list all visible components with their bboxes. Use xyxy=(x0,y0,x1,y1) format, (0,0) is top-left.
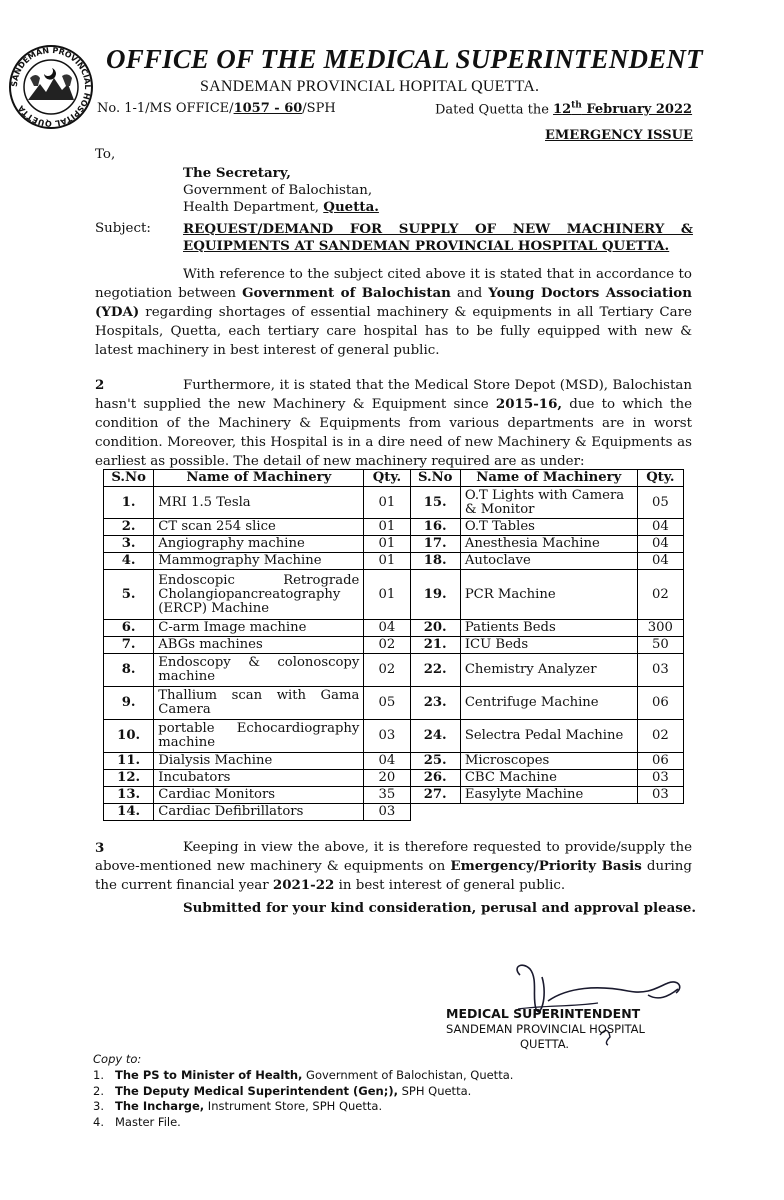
serial-number: 4. xyxy=(104,553,154,570)
machinery-name xyxy=(460,804,637,821)
header-qty: Qty. xyxy=(364,470,410,487)
paragraph-2-number: 2 xyxy=(95,377,105,393)
quantity: 04 xyxy=(364,620,410,637)
quantity: 04 xyxy=(637,553,683,570)
quantity: 01 xyxy=(364,553,410,570)
serial-number: 6. xyxy=(104,620,154,637)
reference-number: No. 1-1/MS OFFICE/1057 - 60/SPH xyxy=(97,101,336,116)
quantity: 03 xyxy=(637,770,683,787)
header-name: Name of Machinery xyxy=(154,470,364,487)
copy-to-label: Copy to: xyxy=(93,1052,142,1066)
quantity: 03 xyxy=(637,787,683,804)
serial-number: 16. xyxy=(410,519,460,536)
machinery-name: Anesthesia Machine xyxy=(460,536,637,553)
quantity: 06 xyxy=(637,753,683,770)
quantity: 20 xyxy=(364,770,410,787)
machinery-name: portable Echocardiography machine xyxy=(154,720,364,753)
quantity: 01 xyxy=(364,519,410,536)
table-row xyxy=(104,637,684,654)
serial-number: 21. xyxy=(410,637,460,654)
hospital-seal-logo xyxy=(8,44,94,130)
serial-number: 15. xyxy=(410,487,460,519)
paragraph-3-number: 3 xyxy=(95,840,105,856)
serial-number: 19. xyxy=(410,570,460,620)
table-row xyxy=(104,620,684,637)
copy-item: 4. Master File. xyxy=(93,1114,181,1129)
table-row xyxy=(104,519,684,536)
serial-number: 10. xyxy=(104,720,154,753)
header-sno: S.No xyxy=(104,470,154,487)
machinery-name: O.T Lights with Camera & Monitor xyxy=(460,487,637,519)
table-row xyxy=(104,720,684,753)
table-row xyxy=(104,536,684,553)
emergency-issue-label: EMERGENCY ISSUE xyxy=(545,128,693,143)
serial-number xyxy=(410,804,460,821)
subject-label: Subject: xyxy=(95,221,151,236)
machinery-name: PCR Machine xyxy=(460,570,637,620)
signatory-title: MEDICAL SUPERINTENDENT xyxy=(446,1006,641,1021)
quantity: 02 xyxy=(364,654,410,687)
recipient-address: The Secretary, Government of Balochistan, Health Department, Quetta. xyxy=(183,165,379,215)
quantity: 300 xyxy=(637,620,683,637)
signatory-hospital: SANDEMAN PROVINCIAL HOSPITAL xyxy=(446,1022,645,1036)
serial-number: 23. xyxy=(410,687,460,720)
quantity: 03 xyxy=(637,654,683,687)
paragraph-2: Furthermore, it is stated that the Medical Store Depot (MSD), Balochistan hasn't supplied the new Machinery & Equipment since 2015-16, due to which the condition of the Machinery & Equipments from various departments are in worst condition. Moreover, this Hospital is in a dire need of new Machinery & Equipments as earliest as possible. The detail of new machinery required are as under: xyxy=(95,378,692,469)
header-name: Name of Machinery xyxy=(460,470,637,487)
machinery-name: Centrifuge Machine xyxy=(460,687,637,720)
machinery-name: Microscopes xyxy=(460,753,637,770)
header-qty: Qty. xyxy=(637,470,683,487)
quantity: 06 xyxy=(637,687,683,720)
to-label: To, xyxy=(95,147,116,162)
quantity xyxy=(637,804,683,821)
serial-number: 5. xyxy=(104,570,154,620)
machinery-table xyxy=(103,469,684,821)
serial-number: 8. xyxy=(104,654,154,687)
serial-number: 24. xyxy=(410,720,460,753)
machinery-name: Chemistry Analyzer xyxy=(460,654,637,687)
quantity: 02 xyxy=(364,637,410,654)
machinery-name: Cardiac Defibrillators xyxy=(154,804,364,821)
table-row xyxy=(104,804,684,821)
machinery-name: Easylyte Machine xyxy=(460,787,637,804)
paragraph-1: With reference to the subject cited above it is stated that in accordance to negotiation between Government of Balochistan and Young Doctors Association (YDA) regarding shortages of essential machinery & equipments in all Tertiary Care Hospitals, Quetta, each tertiary care hospital has to be fully equipped with new & latest machinery in best interest of general public. xyxy=(95,267,692,358)
serial-number: 18. xyxy=(410,553,460,570)
paragraph-3: Keeping in view the above, it is therefore requested to provide/supply the above-mentioned new machinery & equipments on Emergency/Priority Basis during the current financial year 2021-22 in best interest of general public. xyxy=(95,840,692,893)
serial-number: 14. xyxy=(104,804,154,821)
serial-number: 2. xyxy=(104,519,154,536)
machinery-name: Patients Beds xyxy=(460,620,637,637)
copy-item: 1. The PS to Minister of Health, Government of Balochistan, Quetta. xyxy=(93,1068,514,1082)
quantity: 05 xyxy=(364,687,410,720)
quantity: 02 xyxy=(637,570,683,620)
machinery-name: Endoscopy & colonoscopy machine xyxy=(154,654,364,687)
serial-number: 25. xyxy=(410,753,460,770)
table-row xyxy=(104,753,684,770)
closing-line: Submitted for your kind consideration, perusal and approval please. xyxy=(183,900,696,916)
machinery-name: CBC Machine xyxy=(460,770,637,787)
quantity: 02 xyxy=(637,720,683,753)
quantity: 50 xyxy=(637,637,683,654)
machinery-name: MRI 1.5 Tesla xyxy=(154,487,364,519)
table-row xyxy=(104,654,684,687)
serial-number: 26. xyxy=(410,770,460,787)
quantity: 03 xyxy=(364,804,410,821)
table-row xyxy=(104,787,684,804)
machinery-name: C-arm Image machine xyxy=(154,620,364,637)
table-row xyxy=(104,687,684,720)
letter-date: Dated Quetta the 12th February 2022 xyxy=(435,101,693,118)
machinery-name: Cardiac Monitors xyxy=(154,787,364,804)
quantity: 04 xyxy=(637,519,683,536)
machinery-name: ICU Beds xyxy=(460,637,637,654)
machinery-name: Dialysis Machine xyxy=(154,753,364,770)
table-row xyxy=(104,487,684,519)
hospital-subtitle: SANDEMAN PROVINCIAL HOPITAL QUETTA. xyxy=(200,78,540,95)
svg-text:SANDEMAN PROVINCIAL HOSPITAL Q: SANDEMAN PROVINCIAL HOSPITAL QUETTA xyxy=(9,45,93,129)
quantity: 03 xyxy=(364,720,410,753)
copy-to-list xyxy=(93,1068,513,1130)
table-row xyxy=(104,770,684,787)
serial-number: 1. xyxy=(104,487,154,519)
machinery-name: O.T Tables xyxy=(460,519,637,536)
table-row xyxy=(104,570,684,620)
machinery-name: Incubators xyxy=(154,770,364,787)
serial-number: 20. xyxy=(410,620,460,637)
table-row xyxy=(104,553,684,570)
machinery-name: Selectra Pedal Machine xyxy=(460,720,637,753)
office-title: OFFICE OF THE MEDICAL SUPERINTENDENT xyxy=(106,44,703,74)
serial-number: 13. xyxy=(104,787,154,804)
quantity: 01 xyxy=(364,536,410,553)
machinery-name: ABGs machines xyxy=(154,637,364,654)
machinery-name: Mammography Machine xyxy=(154,553,364,570)
quantity: 01 xyxy=(364,487,410,519)
copy-item: 2. The Deputy Medical Superintendent (Gen;), SPH Quetta. xyxy=(93,1083,472,1098)
quantity: 05 xyxy=(637,487,683,519)
serial-number: 12. xyxy=(104,770,154,787)
quantity: 04 xyxy=(364,753,410,770)
serial-number: 9. xyxy=(104,687,154,720)
machinery-name: Angiography machine xyxy=(154,536,364,553)
machinery-name: CT scan 254 slice xyxy=(154,519,364,536)
serial-number: 7. xyxy=(104,637,154,654)
serial-number: 11. xyxy=(104,753,154,770)
machinery-name: Thallium scan with Gama Camera xyxy=(154,687,364,720)
header-sno: S.No xyxy=(410,470,460,487)
machinery-name: Autoclave xyxy=(460,553,637,570)
subject-text: REQUEST/DEMAND FOR SUPPLY OF NEW MACHINERY & EQUIPMENTS AT SANDEMAN PROVINCIAL HOSPITAL QUETTA. xyxy=(183,221,693,254)
copy-item: 3. The Incharge, Instrument Store, SPH Quetta. xyxy=(93,1099,383,1114)
table-header-row xyxy=(104,470,684,487)
serial-number: 22. xyxy=(410,654,460,687)
serial-number: 17. xyxy=(410,536,460,553)
quantity: 01 xyxy=(364,570,410,620)
serial-number: 27. xyxy=(410,787,460,804)
quantity: 04 xyxy=(637,536,683,553)
serial-number: 3. xyxy=(104,536,154,553)
quantity: 35 xyxy=(364,787,410,804)
machinery-name: Endoscopic Retrograde Cholangiopancreatography (ERCP) Machine xyxy=(154,570,364,620)
signatory-city: QUETTA. xyxy=(520,1037,570,1051)
